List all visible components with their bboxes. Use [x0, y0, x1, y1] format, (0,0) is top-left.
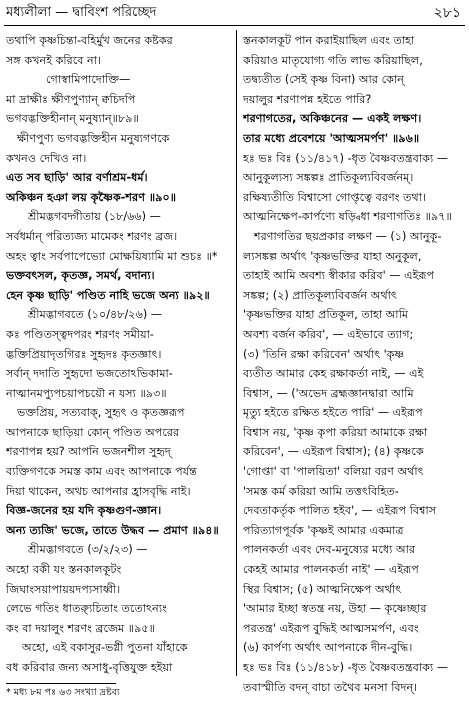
text-line: ভক্তবৎসল, কৃতজ্ঞ, সমর্থ, বদান্য। [6, 269, 155, 283]
text-line: তথাপি কৃষ্ণচিন্তা-বহির্মুখ জনের কষ্টকর [6, 34, 173, 47]
text-line: অকিঞ্চন হঞা লয় কৃষ্ণৈক-শরণ ॥৯০॥ [6, 190, 177, 204]
text-line: অহং ত্বাং সর্বপাপেভ্যো মোক্ষয়িষ্যামি মা শুচঃ ॥* [6, 249, 218, 263]
text-line: সঙ্কল্প; (২) প্রাতিকূল্যবিবর্জন অর্থাৎ [243, 288, 397, 302]
text-line: ব্যক্তিগণকে সমস্ত কাম এবং আপনাকে পর্যন্ত [6, 465, 197, 479]
text-line: 'কৃষ্ণভক্তির যাহা প্রতিকূল, তাহা আমি [243, 308, 409, 322]
text-line: দ্ভক্তিপ্রিয়াদৃতগিরঃ সুহৃদঃ কৃতজ্ঞাৎ। [6, 347, 162, 361]
text-line: দয়ালুর শরণাপন্ন হইতে পারি? [243, 92, 372, 106]
text-line: শরণাপন্ন হয়? আপনি ভজনশীল সুহৃদ্ [6, 445, 171, 459]
right-column [243, 31, 464, 697]
text-line: রক্ষিষ্যতীতি বিশ্বাসো গোপ্তৃত্বে বরণং তথা। [243, 190, 427, 204]
footnote: * মধ্য ৮ম পঃ ৬৩ সংখ্যা দ্রষ্টব্য [6, 687, 120, 698]
text-line: (৩) 'তিনি রক্ষা করিবেন' অর্থাৎ 'কৃষ্ণ [243, 347, 405, 361]
text-line: পরিত্যাগপূর্বক 'কৃষ্ণই আমার একমাত্র [243, 523, 404, 537]
text-line: বিশ্বাস, — ('অভেদ ব্রহ্মজ্ঞানদ্বারা আমি [243, 386, 414, 400]
text-line: মা দ্রাক্ষীঃ ক্ষীণপুণ্যান্ ক্বচিদপি [6, 92, 136, 106]
text-line: হঃ ভঃ বিঃ (১১/৪১৮) -ধৃত বৈষ্ণবতন্ত্রবাক্য — [243, 661, 448, 674]
text-line: তদ্ব্যতীত (সেই কৃষ্ণ বিনা) আর কোন্ [243, 73, 404, 87]
text-line: ল্যসঙ্কল্প অর্থাৎ 'কৃষ্ণভক্তির যাহা অনুকূল, [243, 249, 422, 263]
running-header [6, 2, 461, 24]
text-line: ব্যতীত আমার কেহ রক্ষাকর্তা নাই, — এই [243, 367, 424, 381]
text-line: দেবতাকর্তৃক পালিত হইব', — এইরূপ বিশ্বাস [243, 504, 437, 518]
text-line: পালনকর্তা এবং দেব-মনুষ্যের মধ্যে আর [243, 543, 416, 557]
text-line: শ্রীমদ্ভাগবতে (১০/৪৮/২৬) — [28, 308, 162, 322]
text-line: কঃ পণ্ডিতস্ত্বদপরং শরণং সমীয়া- [6, 327, 154, 341]
text-line: স্তনকালকূট পান করাইয়াছিল এবং তাহা [243, 34, 415, 47]
text-line: ভগবদ্ভক্তিহীনান্ মনুষ্যান্॥৮৯॥ [6, 112, 139, 126]
footnote-rule [6, 683, 116, 684]
text-line: বধ করিবার জন্য অসাধু-বৃত্তিযুক্ত হইয়া [6, 661, 173, 674]
text-line: বিজ্ঞ-জনের হয় যদি কৃষ্ণগুণ-জ্ঞান। [6, 504, 162, 518]
text-line: মৃত্যু হইতে রক্ষিত হইতে পারি' — এইরূপ [243, 406, 423, 420]
text-line: তবাস্মীতি বদন্ বাচা তথৈব মনসা বিদন্। [243, 680, 418, 694]
text-line: 'আমার ইচ্ছা স্বতন্ত্র নয়, উহা — কৃষ্ণেচ্ছার [243, 602, 427, 616]
text-line: শ্রীমদ্ভগবদ্গীতায় (১৮/৬৬) — [28, 210, 161, 224]
text-line: আনুকূল্যস্য সঙ্কল্পঃ প্রাতিকূল্যবিবর্জনম্। [243, 171, 414, 185]
text-line: তাহাই আমি অবশ্য স্বীকার করিব' — এইরূপ [243, 269, 435, 283]
text-line: শরণাগতির ছয়প্রকার লক্ষণ — (১) আনুকূ- [254, 229, 442, 243]
text-line: 'গোপ্তা' বা 'পালয়িতা' বলিয়া বরণ অর্থাৎ [243, 465, 424, 479]
page-number: ২৮১ [433, 5, 461, 21]
text-line: হেন কৃষ্ণ ছাড়ি' পণ্ডিত নাহি ভজে অন্য ॥৯২॥ [6, 288, 210, 302]
text-line: সর্বধর্মান্ পরিত্যজ্য মামেকং শরণং ব্রজ। [6, 229, 178, 243]
text-line: অহো, এই বকাসুর-ভগ্নী পুতনা যাঁহাকে [22, 641, 188, 655]
text-line: এত সব ছাড়ি' আর বর্ণাশ্রম-ধর্ম। [6, 171, 148, 185]
text-line: করিবেন', — এইরূপ বিশ্বাস); (৪) কৃষ্ণকে [243, 445, 424, 459]
text-line: স্থির বিশ্বাস; (৫) আত্মনিক্ষেপ অর্থাৎ [243, 582, 402, 596]
text-line: দিয়া থাকেন, অথচ আপনার হ্রাসবৃদ্ধি নাই। [6, 484, 191, 498]
text-line: গোস্বামিপাদোক্তি— [46, 73, 131, 87]
text-line: কেহই আমার পালনকর্তা নাই' — এইরূপ [243, 563, 419, 577]
header-rule [4, 25, 465, 26]
text-line: হঃ ভঃ বিঃ (১১/৪১৭) -ধৃত বৈষ্ণবতন্ত্রবাক্য — [243, 151, 448, 165]
text-line: কখনও দেখিও না। [6, 151, 87, 165]
text-line: নাত্মানমপ্যুপচয়াপচয়ৌ ন যস্য ॥৯৩॥ [6, 386, 167, 400]
text-line: আপনাকে ছাড়িয়া কোন্ পণ্ডিত অপরের [6, 425, 180, 439]
text-line: জিঘাংসয়াপায়য়দপ্যসাধ্বী। [6, 582, 121, 596]
text-line: বিশ্বাস নয়, 'কৃষ্ণ কৃপা করিয়া আমাকে রক্ষা [243, 425, 428, 439]
text-line: 'সমস্ত কর্ম করিয়া আমি তত্তৎবিহিত- [243, 484, 399, 498]
text-line: অন্য ত্যজি' ভজে, তাতে উদ্ধব — প্রমাণ ॥৯৪॥ [6, 523, 219, 537]
text-line: পরতন্ত্র' এইরূপ বুদ্ধিই আত্মসমর্পণ, এবং [243, 621, 419, 635]
text-line: শ্রীমদ্ভাগবতে (৩/২/২৩) — [28, 543, 148, 557]
text-line: ক্ষীণপুণ্য ভগবদ্ভক্তিহীন মনুষ্যগণকে [17, 131, 170, 145]
text-line: শরণাগতের, অকিঞ্চনের — একই লক্ষণ। [243, 112, 422, 126]
text-line: লেভে গতিং ধাত্র্যুচিতাং ততোঽন্যং [6, 602, 167, 616]
text-line: অবশ্য বর্জন করিব', — এইভাবে ত্যাগ; [243, 327, 414, 341]
left-column [6, 31, 228, 678]
text-line: সর্বান্ দদাতি সুহৃদো ভজতোঽভিকামা- [6, 367, 173, 381]
text-line: আত্মনিক্ষেপ-কার্পণ্যে ষড়্বিধা শরণাগতিঃ ॥৯৭॥ [243, 210, 452, 224]
text-line: অহো বকী যং স্তনকালকূটং [6, 563, 122, 577]
text-line: তার মধ্যে প্রবেশয়ে 'আত্মসমর্পণ' ॥৯৬॥ [243, 131, 420, 145]
text-line: করিয়াও মাতৃযোগ্য গতি লাভ করিয়াছিল, [243, 53, 423, 67]
text-line: (৬) কার্পণ্য অর্থাৎ আপনাকে দীন-বুদ্ধি। [243, 641, 413, 655]
text-line: কং বা দয়ালুং শরণং ব্রজেম ॥৯৫॥ [6, 621, 155, 635]
column-divider [236, 30, 237, 676]
text-line: সঙ্গ কখনই করিবে না। [6, 53, 101, 67]
chapter-title: মধ্যলীলা — দ্বাবিংশ পরিচ্ছেদ [6, 5, 157, 20]
text-line: ভক্তপ্রিয়, সত্যবাক্, সুহৃৎ ও কৃতজ্ঞরূপ [17, 406, 185, 420]
